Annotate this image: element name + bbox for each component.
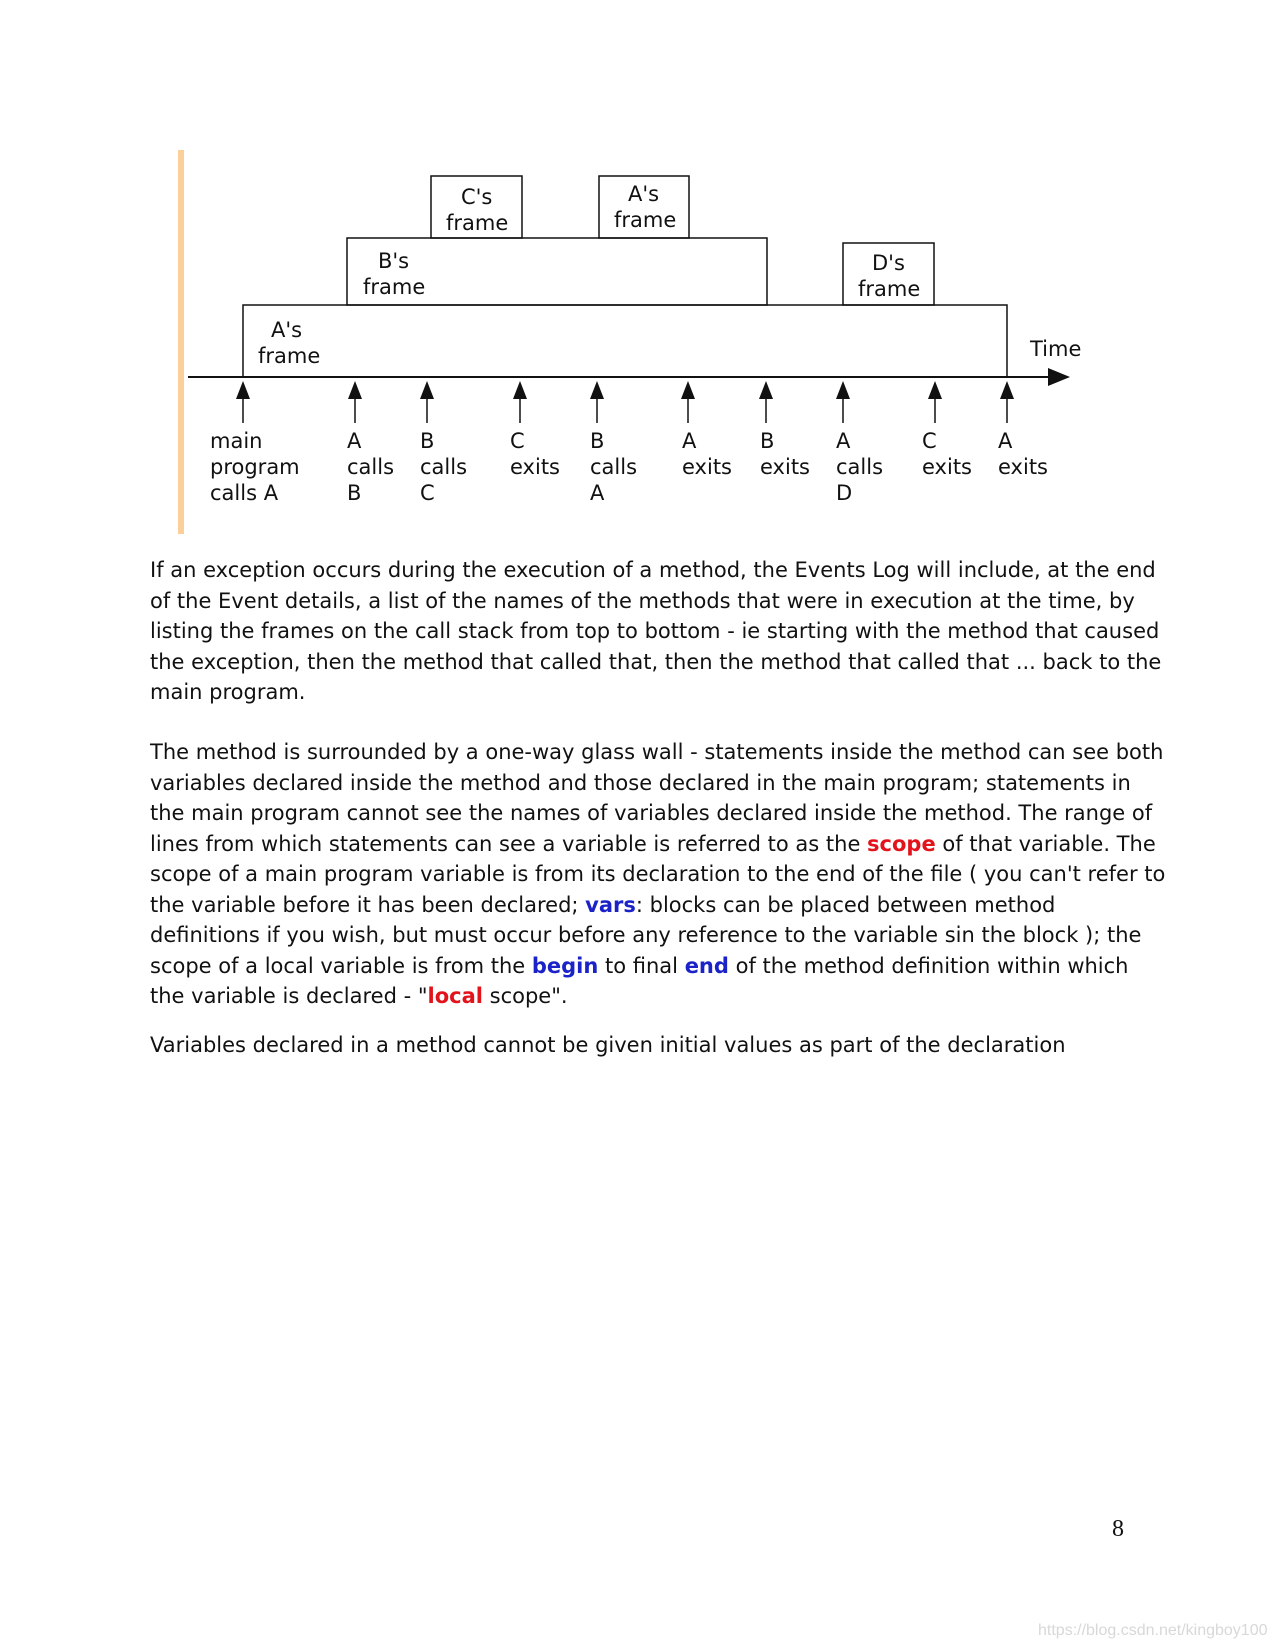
event-a-exits-2 [998, 429, 1048, 479]
event-label-line: A [347, 429, 362, 453]
paragraph-line: of the Event details, a list of the names of the methods that were in execution at the time, by [150, 588, 1135, 613]
event-label-line: calls A [210, 481, 279, 505]
event-arrow-icon [1000, 381, 1014, 423]
paragraph-line: definitions if you wish, but must occur before any reference to the variable sin the block ); the [150, 923, 1142, 947]
event-label-line: B [760, 429, 775, 453]
paragraph-initial-values [150, 1030, 1135, 1061]
paragraph-line [150, 981, 1135, 1012]
frame-b-label-2: frame [363, 275, 426, 299]
paragraph-line: If an exception occurs during the execution of a method, the Events Log will include, at the end [150, 558, 1156, 582]
frame-a-main-label-1: A's [271, 318, 303, 342]
page-number: 8 [1112, 1516, 1124, 1542]
watermark: https://blog.csdn.net/kingboy100 [1038, 1622, 1268, 1639]
paragraph-line: Variables declared in a method cannot be given initial values as part of the declaration [150, 1033, 1066, 1057]
paragraph-line: the exception, then the method that called that, then the method that called that ... back to the [150, 649, 1162, 674]
text-run: the variable before it has been declared; [150, 892, 586, 917]
event-label-line: exits [998, 455, 1048, 479]
paragraph-line: The method is surrounded by a one-way glass wall - statements inside the method can see both [150, 740, 1164, 764]
paragraph-exceptions [150, 555, 1162, 708]
event-label-line: main [210, 429, 263, 453]
event-label-line: calls [420, 455, 468, 479]
frame-a-main-label-2: frame [258, 344, 321, 368]
event-a-calls-b [347, 429, 394, 505]
paragraph-line: variables declared inside the method and those declared in the main program; statements in [150, 770, 1131, 795]
paragraph-line: listing the frames on the call stack from top to bottom - ie starting with the method that caused [150, 619, 1160, 643]
event-b-exits [760, 429, 810, 479]
keyword-local: local [427, 984, 483, 1008]
text-run: of the method definition within which [728, 953, 1129, 978]
keyword-begin: begin [531, 953, 599, 978]
paragraph-line: scope of a main program variable is from its declaration to the end of the file ( you can't refer to [150, 862, 1166, 886]
event-b-calls-a [590, 429, 637, 505]
event-label-line: A [836, 429, 851, 453]
event-label-line: calls [590, 455, 638, 479]
event-c-exits-2 [922, 429, 972, 479]
event-label-line: C [420, 481, 435, 505]
frame-box-a-main [243, 305, 1007, 377]
event-label-line: A [682, 429, 697, 453]
event-label-line: B [590, 429, 605, 453]
time-label: Time [1030, 337, 1082, 361]
frame-a-nested-label-2: frame [614, 208, 677, 232]
event-c-exits [510, 429, 560, 479]
text-run: scope". [482, 984, 568, 1008]
text-run: the variable is declared - " [150, 984, 428, 1008]
event-arrow-icon [759, 381, 773, 423]
frame-a-nested-label-1: A's [628, 182, 660, 206]
event-label-line: exits [510, 455, 560, 479]
keyword-scope: scope [867, 831, 936, 856]
paragraph-line [150, 951, 1135, 982]
call-stack-diagram [0, 0, 1275, 540]
event-label-line: C [510, 429, 525, 453]
event-arrow-icon [513, 381, 527, 423]
event-label-line: exits [760, 455, 810, 479]
event-label-line: calls [836, 455, 884, 479]
event-arrow-icon [348, 381, 362, 423]
text-run: lines from which statements can see a variable is referred to as the [150, 831, 868, 856]
event-label-line: B [347, 481, 362, 505]
event-label-line: exits [682, 455, 732, 479]
time-axis-arrow-icon [1048, 368, 1070, 386]
paragraph-line [150, 890, 1135, 921]
paragraph-line: the main program cannot see the names of variables declared inside the method. The range of [150, 801, 1153, 825]
frame-c-label-2: frame [446, 211, 509, 235]
event-label-line: A [998, 429, 1013, 453]
event-arrow-icon [836, 381, 850, 423]
paragraph-line: main program. [150, 680, 306, 704]
frame-d-label-1: D's [872, 251, 905, 275]
text-run: to final [598, 953, 685, 978]
frame-b-label-1: B's [378, 249, 410, 273]
event-arrow-icon [420, 381, 434, 423]
frame-c-label-1: C's [461, 185, 493, 209]
event-label-line: exits [922, 455, 972, 479]
event-label-line: D [836, 481, 853, 505]
event-a-calls-d [836, 429, 883, 505]
paragraph-line [150, 829, 1156, 860]
event-label-line: program [210, 455, 300, 479]
event-a-exits [682, 429, 732, 479]
text-run: of that variable. The [935, 831, 1156, 856]
event-label-line: A [590, 481, 605, 505]
event-label-line: C [922, 429, 937, 453]
event-label-line: B [420, 429, 435, 453]
event-arrow-icon [590, 381, 604, 423]
event-b-calls-c [420, 429, 467, 505]
keyword-end: end [684, 953, 729, 978]
frame-d-label-2: frame [858, 277, 921, 301]
event-arrow-icon [681, 381, 695, 423]
event-main-calls-a [210, 429, 300, 505]
event-label-line: calls [347, 455, 395, 479]
paragraph-scope [150, 737, 1166, 1012]
text-run: scope of a local variable is from the [150, 953, 532, 978]
event-arrow-icon [928, 381, 942, 423]
text-run: : blocks can be placed between method [635, 892, 1056, 917]
event-arrow-icon [236, 381, 250, 423]
keyword-vars: vars [585, 892, 636, 917]
